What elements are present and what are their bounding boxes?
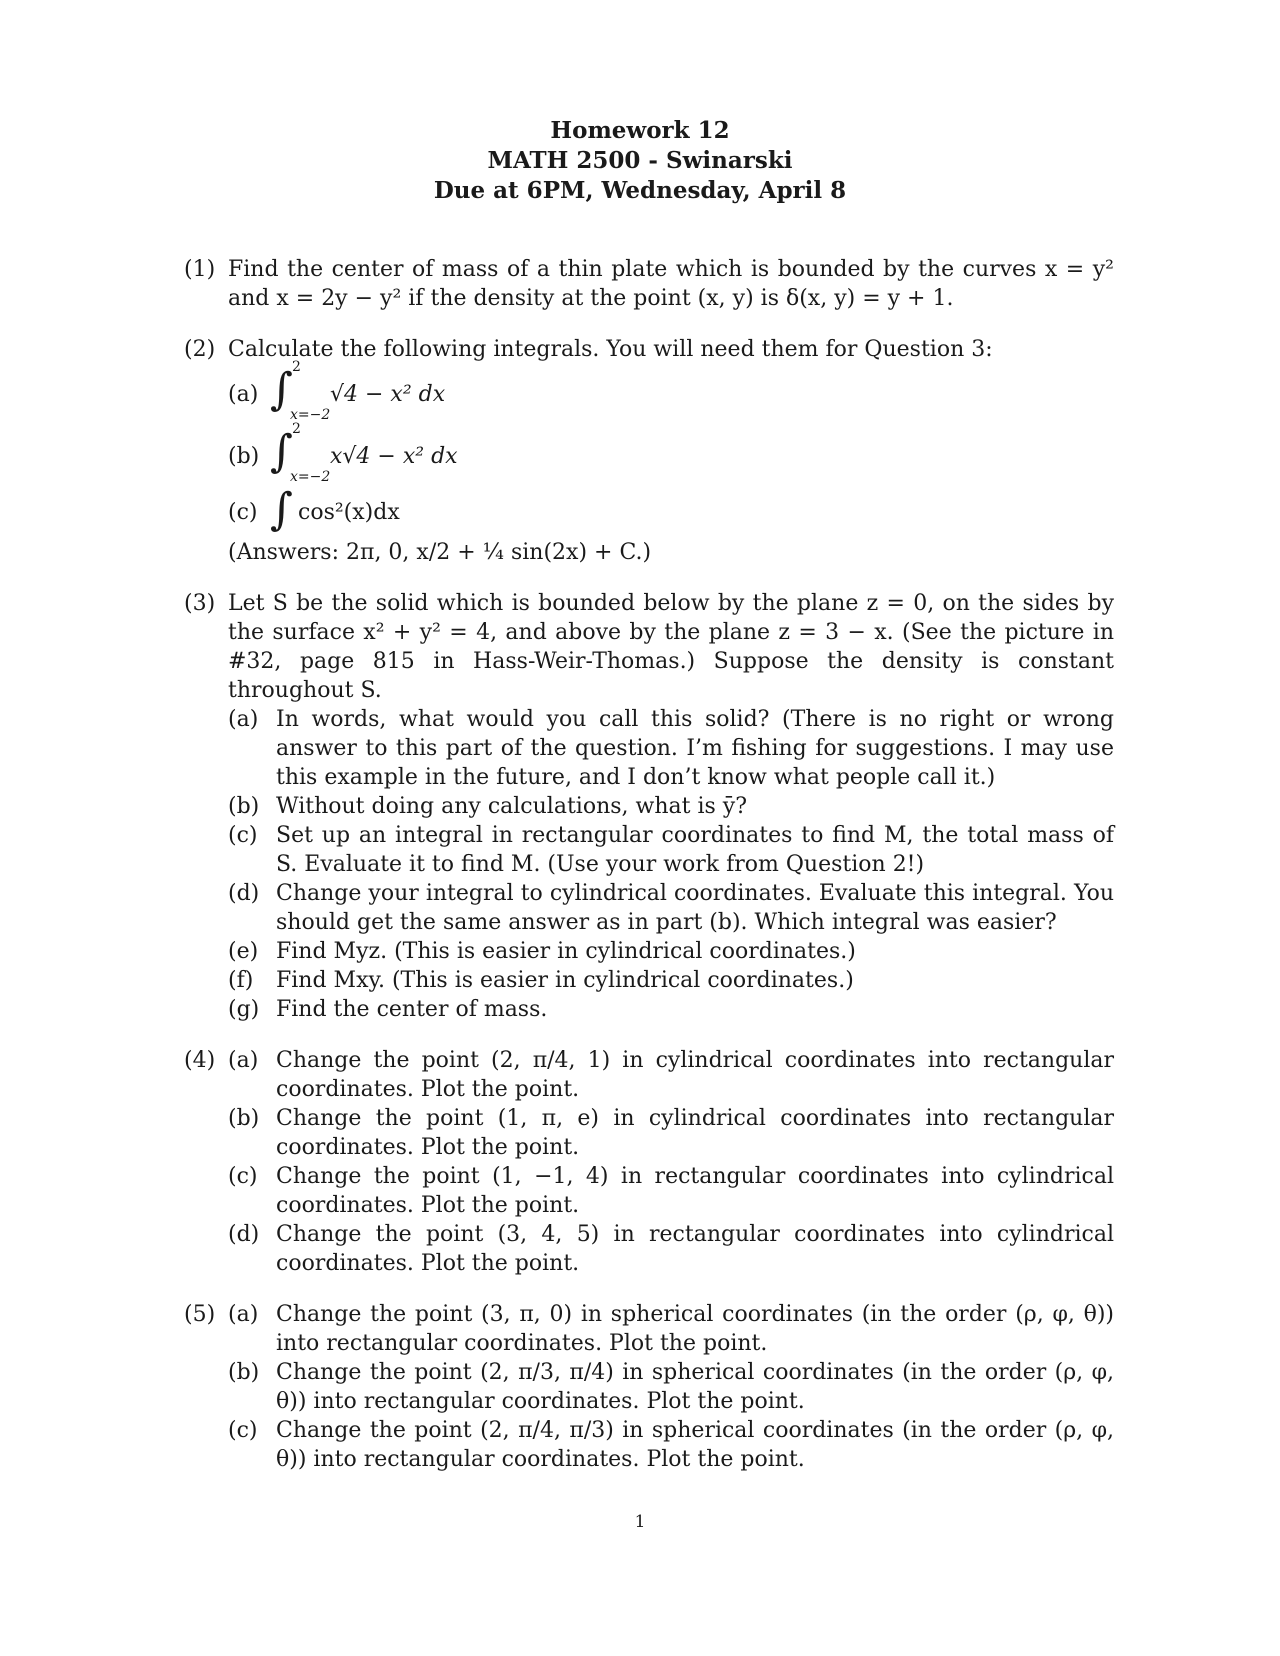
integral-sign-icon: ∫ bbox=[270, 484, 293, 535]
question-number: (1) bbox=[184, 257, 216, 282]
part-g bbox=[228, 995, 1114, 1024]
lower-limit: x=−2 bbox=[290, 469, 331, 485]
question-3 bbox=[176, 589, 1114, 1024]
question-1 bbox=[176, 255, 1114, 313]
indefinite-integral bbox=[270, 484, 570, 535]
integrand: √4 − x² dx bbox=[330, 382, 446, 407]
question-number: (2) bbox=[184, 337, 216, 362]
part-label: (a) bbox=[228, 382, 259, 407]
integral-part-a bbox=[228, 359, 1114, 426]
part-c bbox=[228, 1162, 1114, 1220]
part-label: (c) bbox=[228, 1418, 258, 1443]
part-text: Find Mxy. (This is easier in cylindrical coordinates.) bbox=[276, 968, 854, 993]
part-text: Without doing any calculations, what is ȳ? bbox=[276, 794, 748, 819]
part-text: Change your integral to cylindrical coordinates. Evaluate this integral. You should get the same answer as in part (b). Which integral was easier? bbox=[276, 881, 1114, 935]
part-label: (g) bbox=[228, 997, 260, 1022]
question-2 bbox=[176, 335, 1114, 567]
page-number: 1 bbox=[634, 1512, 646, 1532]
question-text: Let S be the solid which is bounded below by the plane z = 0, on the sides by the surface x² + y² = 4, and above by the plane z = 3 − x. (See the picture in #32, page 815 in Hass-Weir-Thomas.) Suppose the density is constant throughout S. bbox=[228, 591, 1114, 703]
integral-part-b bbox=[228, 421, 1114, 488]
part-text: Find Myz. (This is easier in cylindrical coordinates.) bbox=[276, 939, 856, 964]
document-header bbox=[0, 116, 1280, 206]
part-text: Change the point (2, π/4, π/3) in spherical coordinates (in the order (ρ, φ, θ)) into rectangular coordinates. Plot the point. bbox=[276, 1418, 1114, 1472]
part-a bbox=[228, 1046, 1114, 1104]
question-4 bbox=[176, 1046, 1114, 1278]
part-c bbox=[228, 821, 1114, 879]
part-text: Set up an integral in rectangular coordinates to find M, the total mass of S. Evaluate it to find M. (Use your work from Question 2!) bbox=[276, 823, 1114, 877]
part-e bbox=[228, 937, 1114, 966]
part-c bbox=[228, 1416, 1114, 1474]
integral-sign-icon: ∫ bbox=[270, 426, 293, 477]
homework-title: Homework 12 bbox=[550, 117, 730, 144]
part-text: Change the point (1, −1, 4) in rectangular coordinates into cylindrical coordinates. Plot the point. bbox=[276, 1164, 1114, 1218]
answers-line: (Answers: 2π, 0, x/2 + ¼ sin(2x) + C.) bbox=[228, 540, 652, 565]
part-label: (f) bbox=[228, 968, 254, 993]
question-text: Find the center of mass of a thin plate which is bounded by the curves x = y² and x = 2y − y² if the density at the point (x, y) is δ(x, y) = y + 1. bbox=[228, 257, 1114, 311]
part-label: (c) bbox=[228, 823, 258, 848]
question-number: (4) bbox=[184, 1048, 216, 1073]
part-d bbox=[228, 1220, 1114, 1278]
part-label: (a) bbox=[228, 1048, 259, 1073]
integral-sign-icon: ∫ bbox=[270, 364, 293, 415]
part-b bbox=[228, 1104, 1114, 1162]
part-label: (e) bbox=[228, 939, 259, 964]
definite-integral bbox=[270, 359, 670, 426]
part-a bbox=[228, 1300, 1114, 1358]
part-f bbox=[228, 966, 1114, 995]
part-text: Change the point (1, π, e) in cylindrical coordinates into rectangular coordinates. Plot the point. bbox=[276, 1106, 1114, 1160]
document-body bbox=[176, 255, 1114, 1494]
question-number: (5) bbox=[184, 1302, 216, 1327]
part-b bbox=[228, 1358, 1114, 1416]
part-text: Change the point (2, π/3, π/4) in spherical coordinates (in the order (ρ, φ, θ)) into rectangular coordinates. Plot the point. bbox=[276, 1360, 1114, 1414]
integral-part-c bbox=[228, 484, 1114, 535]
part-b bbox=[228, 792, 1114, 821]
part-label: (d) bbox=[228, 881, 260, 906]
question-5 bbox=[176, 1300, 1114, 1474]
integrand: cos²(x)dx bbox=[298, 500, 400, 525]
lower-limit: x=−2 bbox=[290, 407, 331, 423]
course-name: MATH 2500 - Swinarski bbox=[487, 147, 793, 174]
part-text: Find the center of mass. bbox=[276, 997, 548, 1022]
question-text: Calculate the following integrals. You will need them for Question 3: bbox=[228, 337, 993, 362]
part-label: (a) bbox=[228, 1302, 259, 1327]
part-label: (d) bbox=[228, 1222, 260, 1247]
due-date: Due at 6PM, Wednesday, April 8 bbox=[433, 177, 847, 204]
part-label: (a) bbox=[228, 707, 259, 732]
integrand: x√4 − x² dx bbox=[330, 444, 458, 469]
question-number: (3) bbox=[184, 591, 216, 616]
part-label: (b) bbox=[228, 794, 260, 819]
part-text: Change the point (3, 4, 5) in rectangular coordinates into cylindrical coordinates. Plot the point. bbox=[276, 1222, 1114, 1276]
part-text: In words, what would you call this solid? (There is no right or wrong answer to this part of the question. I’m fishing for suggestions. I may use this example in the future, and I don’t know what people call it.) bbox=[276, 707, 1114, 790]
part-label: (b) bbox=[228, 1360, 260, 1385]
part-a bbox=[228, 705, 1114, 792]
part-label: (c) bbox=[228, 1164, 258, 1189]
definite-integral bbox=[270, 421, 670, 488]
part-d bbox=[228, 879, 1114, 937]
part-label: (c) bbox=[228, 500, 258, 525]
part-text: Change the point (3, π, 0) in spherical coordinates (in the order (ρ, φ, θ)) into rectangular coordinates. Plot the point. bbox=[276, 1302, 1114, 1356]
part-text: Change the point (2, π/4, 1) in cylindrical coordinates into rectangular coordinates. Plot the point. bbox=[276, 1048, 1114, 1102]
upper-limit: 2 bbox=[292, 421, 301, 437]
upper-limit: 2 bbox=[292, 359, 301, 375]
part-label: (b) bbox=[228, 444, 260, 469]
part-label: (b) bbox=[228, 1106, 260, 1131]
